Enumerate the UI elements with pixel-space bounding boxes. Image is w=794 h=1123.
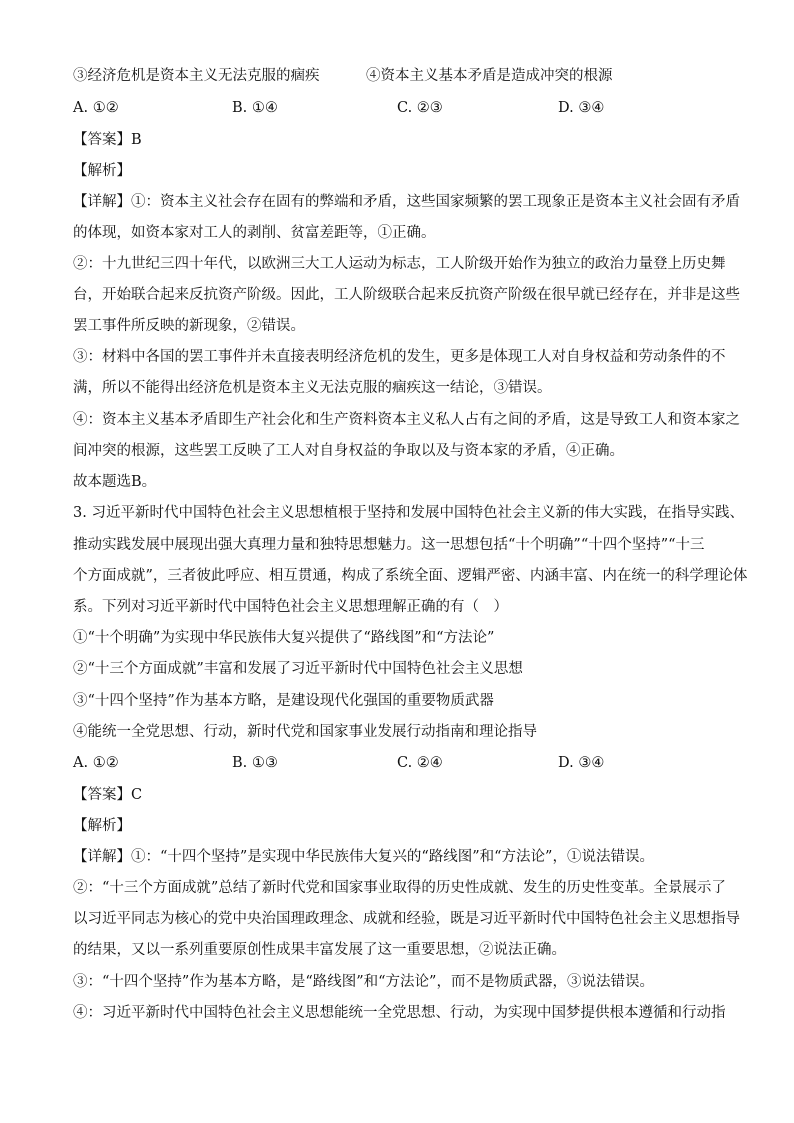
q2-conclusion: 故本题选B。 bbox=[73, 474, 157, 490]
q3-item-3: ③“十四个坚持”作为基本方略，是建设现代化强国的重要物质武器 bbox=[73, 693, 494, 709]
q3-stem-line: 系。下列对习近平新时代中国特色社会主义思想理解正确的有（ ） bbox=[73, 599, 508, 615]
q2-detail-line: 台，开始联合起来反抗资产阶级。因此，工人阶级联合起来反抗资产阶级在很早就已经存在，并非是这些 bbox=[73, 287, 740, 303]
q3-detail-line: ④：习近平新时代中国特色社会主义思想能统一全党思想、行动，为实现中国梦提供根本遵循和行动指 bbox=[73, 1005, 726, 1021]
q2-detail-line: 的体现，如资本家对工人的剥削、贫富差距等，①正确。 bbox=[73, 225, 436, 241]
q2-option-d: D. ③④ bbox=[558, 100, 605, 116]
q3-answer: 【答案】C bbox=[73, 787, 143, 803]
q3-detail-line: ③：“十四个坚持”作为基本方略，是“路线图”和“方法论”，而不是物质武器，③说法错误。 bbox=[73, 974, 654, 990]
q3-stem-line: 3. 习近平新时代中国特色社会主义思想植根于坚持和发展中国特色社会主义新的伟大实践，在指导实践、 bbox=[73, 505, 744, 521]
q2-detail-line: 【详解】①：资本主义社会存在固有的弊端和矛盾，这些国家频繁的罢工现象正是资本主义社会固有矛盾 bbox=[73, 194, 740, 210]
q2-option-a: A. ①② bbox=[73, 100, 119, 116]
q3-option-c: C. ②④ bbox=[397, 755, 443, 771]
q3-option-d: D. ③④ bbox=[558, 755, 605, 771]
q3-detail-line: ②：“十三个方面成就”总结了新时代党和国家事业取得的历史性成就、发生的历史性变革。全景展示了 bbox=[73, 880, 726, 896]
q3-detail-line: 以习近平同志为核心的党中央治国理政理念、成就和经验，既是习近平新时代中国特色社会主义思想指导 bbox=[73, 911, 740, 927]
q3-item-4: ④能统一全党思想、行动，新时代党和国家事业发展行动指南和理论指导 bbox=[73, 724, 537, 740]
q2-detail-line: 罢工事件所反映的新现象，②错误。 bbox=[73, 318, 305, 334]
q2-detail-line: ②：十九世纪三四十年代，以欧洲三大工人运动为标志，工人阶级开始作为独立的政治力量登上历史舞 bbox=[73, 256, 726, 272]
q3-item-1: ①“十个明确”为实现中华民族伟大复兴提供了“路线图”和“方法论” bbox=[73, 630, 495, 646]
q2-item-3: ③经济危机是资本主义无法克服的痼疾 bbox=[73, 68, 320, 84]
q3-analysis-label: 【解析】 bbox=[73, 818, 131, 834]
q2-detail-line: ④：资本主义基本矛盾即生产社会化和生产资料资本主义私人占有之间的矛盾，这是导致工人和资本家之 bbox=[73, 412, 740, 428]
q3-option-a: A. ①② bbox=[73, 755, 119, 771]
q2-option-b: B. ①④ bbox=[232, 100, 278, 116]
q3-detail-line: 【详解】①：“十四个坚持”是实现中华民族伟大复兴的“路线图”和“方法论”，①说法错误。 bbox=[73, 849, 654, 865]
q2-item-4: ④资本主义基本矛盾是造成冲突的根源 bbox=[366, 68, 613, 84]
q2-option-c: C. ②③ bbox=[397, 100, 443, 116]
q2-analysis-label: 【解析】 bbox=[73, 163, 131, 179]
q3-item-2: ②“十三个方面成就”丰富和发展了习近平新时代中国特色社会主义思想 bbox=[73, 661, 523, 677]
q2-answer: 【答案】B bbox=[73, 132, 142, 148]
q3-option-b: B. ①③ bbox=[232, 755, 278, 771]
q3-detail-line: 的结果，又以一系列重要原创性成果丰富发展了这一重要思想，②说法正确。 bbox=[73, 942, 566, 958]
q2-detail-line: 间冲突的根源，这些罢工反映了工人对自身权益的争取以及与资本家的矛盾，④正确。 bbox=[73, 443, 624, 459]
q2-detail-line: 满，所以不能得出经济危机是资本主义无法克服的痼疾这一结论，③错误。 bbox=[73, 380, 552, 396]
q2-detail-line: ③：材料中各国的罢工事件并未直接表明经济危机的发生，更多是体现工人对自身权益和劳动条件的不 bbox=[73, 349, 726, 365]
q3-stem-line: 个方面成就”，三者彼此呼应、相互贯通，构成了系统全面、逻辑严密、内涵丰富、内在统一的科学理论体 bbox=[73, 568, 748, 584]
q3-stem-line: 推动实践发展中展现出强大真理力量和独特思想魅力。这一思想包括“十个明确”“十四个坚持”“十三 bbox=[73, 537, 705, 553]
